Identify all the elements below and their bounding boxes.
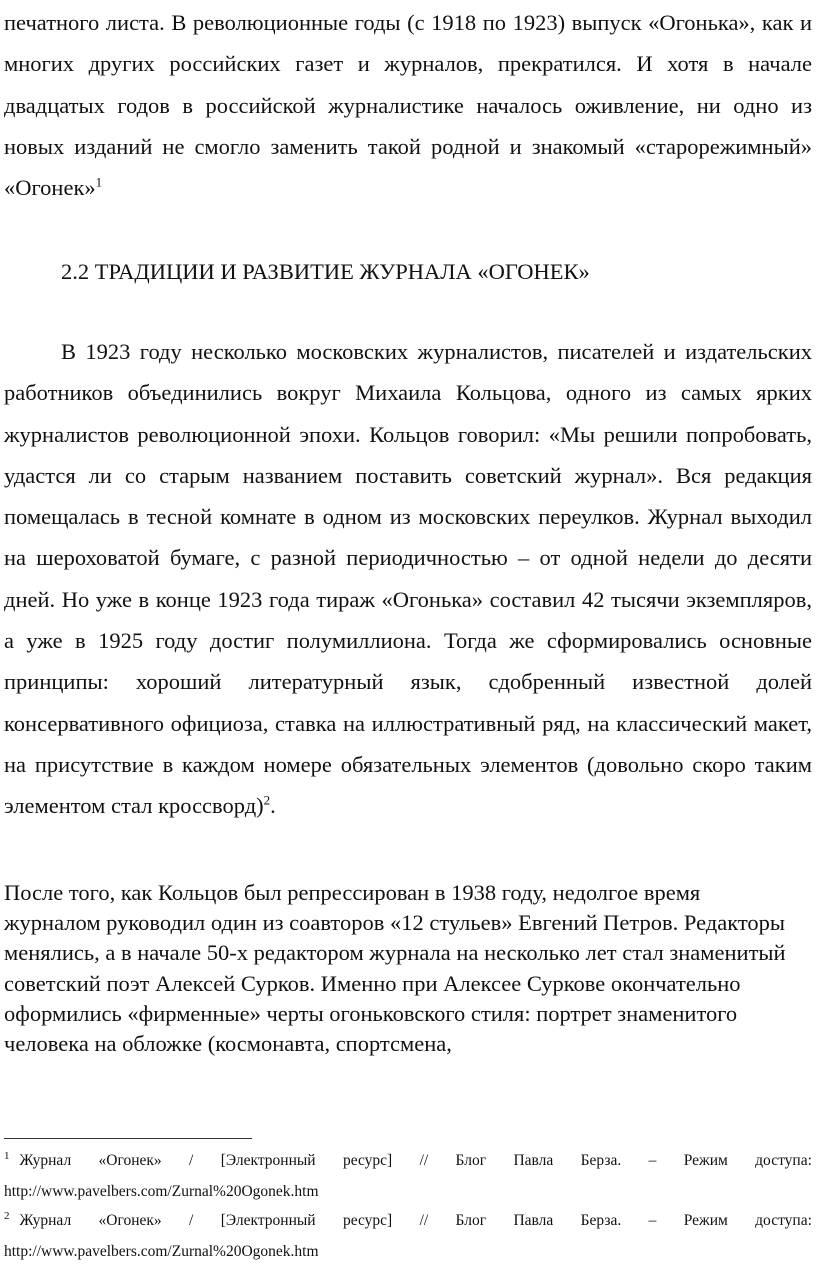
footnote-2 xyxy=(4,1205,812,1267)
footnote-2-word: Павла xyxy=(513,1212,554,1229)
footnote-2-first xyxy=(4,1205,71,1236)
footnote-separator xyxy=(4,1138,252,1139)
footnote-1-word: Журнал xyxy=(19,1152,72,1169)
footnote-1-word: доступа: xyxy=(755,1152,812,1169)
paragraph-1-text: печатного листа. В революционные годы (с 1918 по 1923) выпуск «Огонька», как и многих других российских газет и журналов, прекратился. И хотя в начале двадцатых годов в российской журналистике началось оживление, ни одно из новых изданий не смогло заменить такой родной и знакомый «старорежимный» «Огонек» xyxy=(4,10,812,201)
footnote-ref-2[interactable]: 2 xyxy=(263,792,271,808)
footnote-2-number: 2 xyxy=(4,1209,10,1222)
footnote-1-citation xyxy=(4,1145,812,1176)
section-heading: 2.2 ТРАДИЦИИ И РАЗВИТИЕ ЖУРНАЛА «ОГОНЕК» xyxy=(61,259,590,284)
footnote-1-word: Блог xyxy=(455,1152,487,1169)
footnote-2-word: Журнал xyxy=(19,1212,72,1229)
footnote-1-word: Режим xyxy=(683,1152,728,1169)
footnote-1 xyxy=(4,1145,812,1207)
paragraph-2 xyxy=(4,331,812,827)
footnote-1-word: [Электронный xyxy=(220,1152,316,1169)
footnote-1-word: «Огонек» xyxy=(98,1152,162,1169)
footnote-ref-1[interactable]: 1 xyxy=(95,174,103,190)
footnote-1-number: 1 xyxy=(4,1149,10,1162)
footnote-1-url-link[interactable]: http://www.pavelbers.com/Zurnal%20Ogonek.htm xyxy=(4,1183,319,1200)
footnote-2-word: / xyxy=(189,1212,194,1229)
footnote-1-word: Берза. xyxy=(580,1152,622,1169)
footnote-2-word: доступа: xyxy=(755,1212,812,1229)
paragraph-1 xyxy=(4,2,812,208)
footnote-1-word: // xyxy=(419,1152,429,1169)
footnote-1-word: / xyxy=(189,1152,194,1169)
footnote-1-word: Павла xyxy=(513,1152,554,1169)
footnote-2-url-link[interactable]: http://www.pavelbers.com/Zurnal%20Ogonek.htm xyxy=(4,1243,319,1260)
footnote-2-word: Блог xyxy=(455,1212,487,1229)
footnote-2-word: – xyxy=(648,1212,657,1229)
footnote-2-word: «Огонек» xyxy=(98,1212,162,1229)
paragraph-2-tail: . xyxy=(270,793,276,819)
footnote-2-word: Берза. xyxy=(580,1212,622,1229)
footnote-1-word: ресурс] xyxy=(342,1152,393,1169)
footnote-1-first xyxy=(4,1145,71,1176)
footnote-2-word: // xyxy=(419,1212,429,1229)
footnote-2-word: ресурс] xyxy=(342,1212,393,1229)
paragraph-3: После того, как Кольцов был репрессирован в 1938 году, недолгое время журналом руководил один из соавторов «12 стульев» Евгений Петров. Редакторы менялись, а в начале 50-х редактором журнала на несколько лет стал знаменитый советский поэт Алексей Сурков. Именно при Алексее Суркове окончательно оформились «фирменные» черты огоньковского стиля: портрет знаменитого человека на обложке (космонавта, спортсмена, xyxy=(4,880,786,1057)
footnote-2-citation xyxy=(4,1205,812,1236)
footnote-2-word: [Электронный xyxy=(220,1212,316,1229)
footnote-2-word: Режим xyxy=(683,1212,728,1229)
footnote-1-word: – xyxy=(648,1152,657,1169)
paragraph-2-text: В 1923 году несколько московских журналистов, писателей и издательских работников объединились вокруг Михаила Кольцова, одного из самых ярких журналистов революционной эпохи. Кольцов говорил: «Мы решили попробовать, удастся ли со старым названием поставить советский журнал». Вся редакция помещалась в тесной комнате в одном из московских переулков. Журнал выходил на шероховатой бумаге, с разной периодичностью – от одной недели до десяти дней. Но уже в конце 1923 года тираж «Огонька» составил 42 тысячи экземпляров, а уже в 1925 году достиг полумиллиона. Тогда же сформировались основные принципы: хороший литературный язык, сдобренный известной долей консервативного официоза, ставка на иллюстративный ряд, на классический макет, на присутствие в каждом номере обязательных элементов (довольно скоро таким элементом стал кроссворд) xyxy=(4,339,812,819)
